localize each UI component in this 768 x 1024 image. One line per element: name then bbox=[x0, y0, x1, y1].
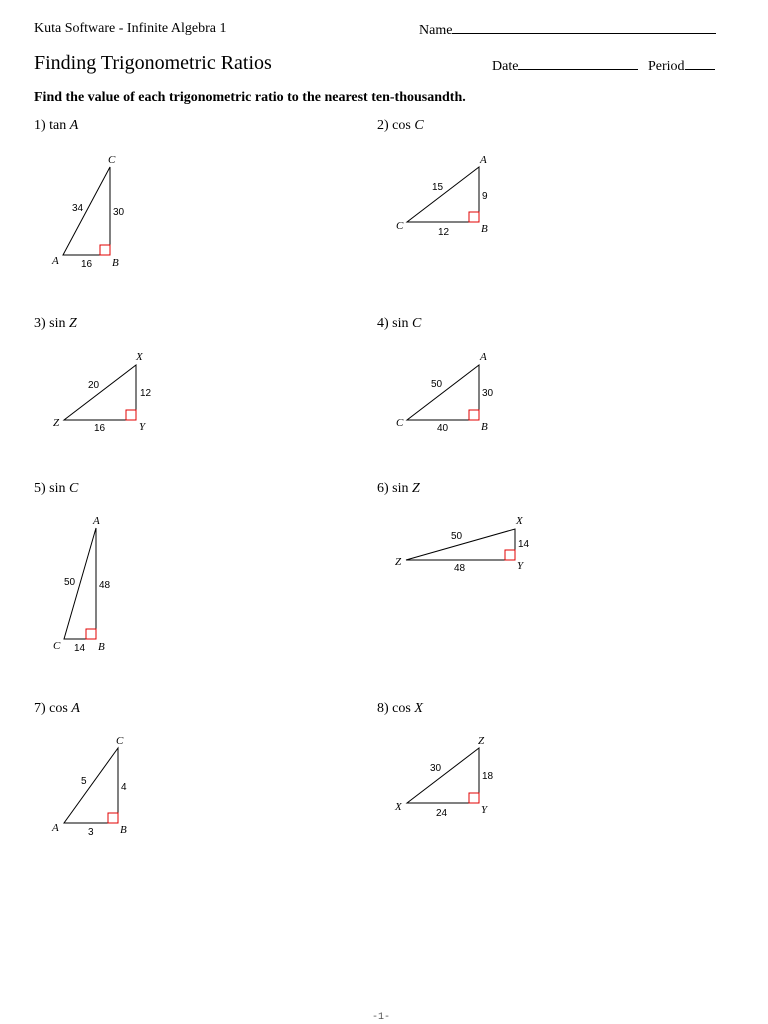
vertex-label: Z bbox=[478, 735, 485, 747]
vertex-label: X bbox=[516, 515, 523, 527]
vertex-label: B bbox=[112, 257, 119, 269]
vertex-label: C bbox=[108, 154, 116, 166]
vertex-label: A bbox=[52, 255, 59, 267]
software-label: Kuta Software - Infinite Algebra 1 bbox=[34, 21, 227, 36]
vertex-label: X bbox=[136, 351, 143, 363]
problem-4-label: 4) sin C bbox=[377, 316, 422, 331]
vertex-label: B bbox=[120, 824, 127, 836]
problem-1-label: 1) tan A bbox=[34, 118, 79, 133]
vertex-label: Z bbox=[395, 556, 402, 568]
side-label: 18 bbox=[482, 771, 494, 782]
problem-8-label: 8) cos X bbox=[377, 701, 423, 716]
side-label: 34 bbox=[72, 203, 84, 214]
vertex-label: A bbox=[480, 351, 487, 363]
side-label: 3 bbox=[88, 827, 94, 838]
worksheet-title: Finding Trigonometric Ratios bbox=[34, 52, 272, 74]
vertex-label: C bbox=[396, 417, 404, 429]
side-label: 16 bbox=[94, 423, 106, 434]
vertex-label: C bbox=[53, 640, 61, 652]
side-label: 50 bbox=[431, 379, 443, 390]
vertex-label: Y bbox=[139, 421, 146, 433]
vertex-label: B bbox=[481, 223, 488, 235]
side-label: 24 bbox=[436, 808, 448, 819]
side-label: 48 bbox=[99, 580, 111, 591]
side-label: 15 bbox=[432, 182, 444, 193]
side-label: 30 bbox=[430, 763, 442, 774]
side-label: 30 bbox=[482, 388, 494, 399]
vertex-label: B bbox=[481, 421, 488, 433]
problem-5-label: 5) sin C bbox=[34, 481, 79, 496]
vertex-label: A bbox=[93, 515, 100, 527]
side-label: 48 bbox=[454, 563, 466, 574]
vertex-label: C bbox=[116, 735, 124, 747]
side-label: 14 bbox=[74, 643, 86, 654]
vertex-label: Z bbox=[53, 417, 60, 429]
instructions: Find the value of each trigonometric ratio to the nearest ten-thousandth. bbox=[34, 90, 466, 105]
side-label: 14 bbox=[518, 539, 530, 550]
side-label: 16 bbox=[81, 259, 93, 270]
problem-6-label: 6) sin Z bbox=[377, 481, 420, 496]
vertex-label: X bbox=[395, 801, 402, 813]
triangle-shape bbox=[407, 748, 479, 803]
vertex-label: B bbox=[98, 641, 105, 653]
name-label: Name bbox=[419, 23, 453, 38]
side-label: 50 bbox=[64, 577, 76, 588]
side-label: 12 bbox=[438, 227, 450, 238]
problem-3-label: 3) sin Z bbox=[34, 316, 77, 331]
problem-2-label: 2) cos C bbox=[377, 118, 424, 133]
vertex-label: A bbox=[480, 154, 487, 166]
side-label: 9 bbox=[482, 191, 488, 202]
side-label: 5 bbox=[81, 776, 87, 787]
vertex-label: Y bbox=[481, 804, 488, 816]
date-label: Date bbox=[492, 59, 519, 74]
side-label: 40 bbox=[437, 423, 449, 434]
vertex-label: A bbox=[52, 822, 59, 834]
vertex-label: C bbox=[396, 220, 404, 232]
period-label: Period bbox=[648, 59, 685, 74]
side-label: 20 bbox=[88, 380, 100, 391]
side-label: 30 bbox=[113, 207, 125, 218]
vertex-label: Y bbox=[517, 560, 524, 572]
right-angle-mark bbox=[469, 793, 479, 803]
side-label: 50 bbox=[451, 531, 463, 542]
side-label: 12 bbox=[140, 388, 152, 399]
page-number: -1- bbox=[372, 1012, 391, 1023]
side-label: 4 bbox=[121, 782, 127, 793]
problem-7-label: 7) cos A bbox=[34, 701, 80, 716]
